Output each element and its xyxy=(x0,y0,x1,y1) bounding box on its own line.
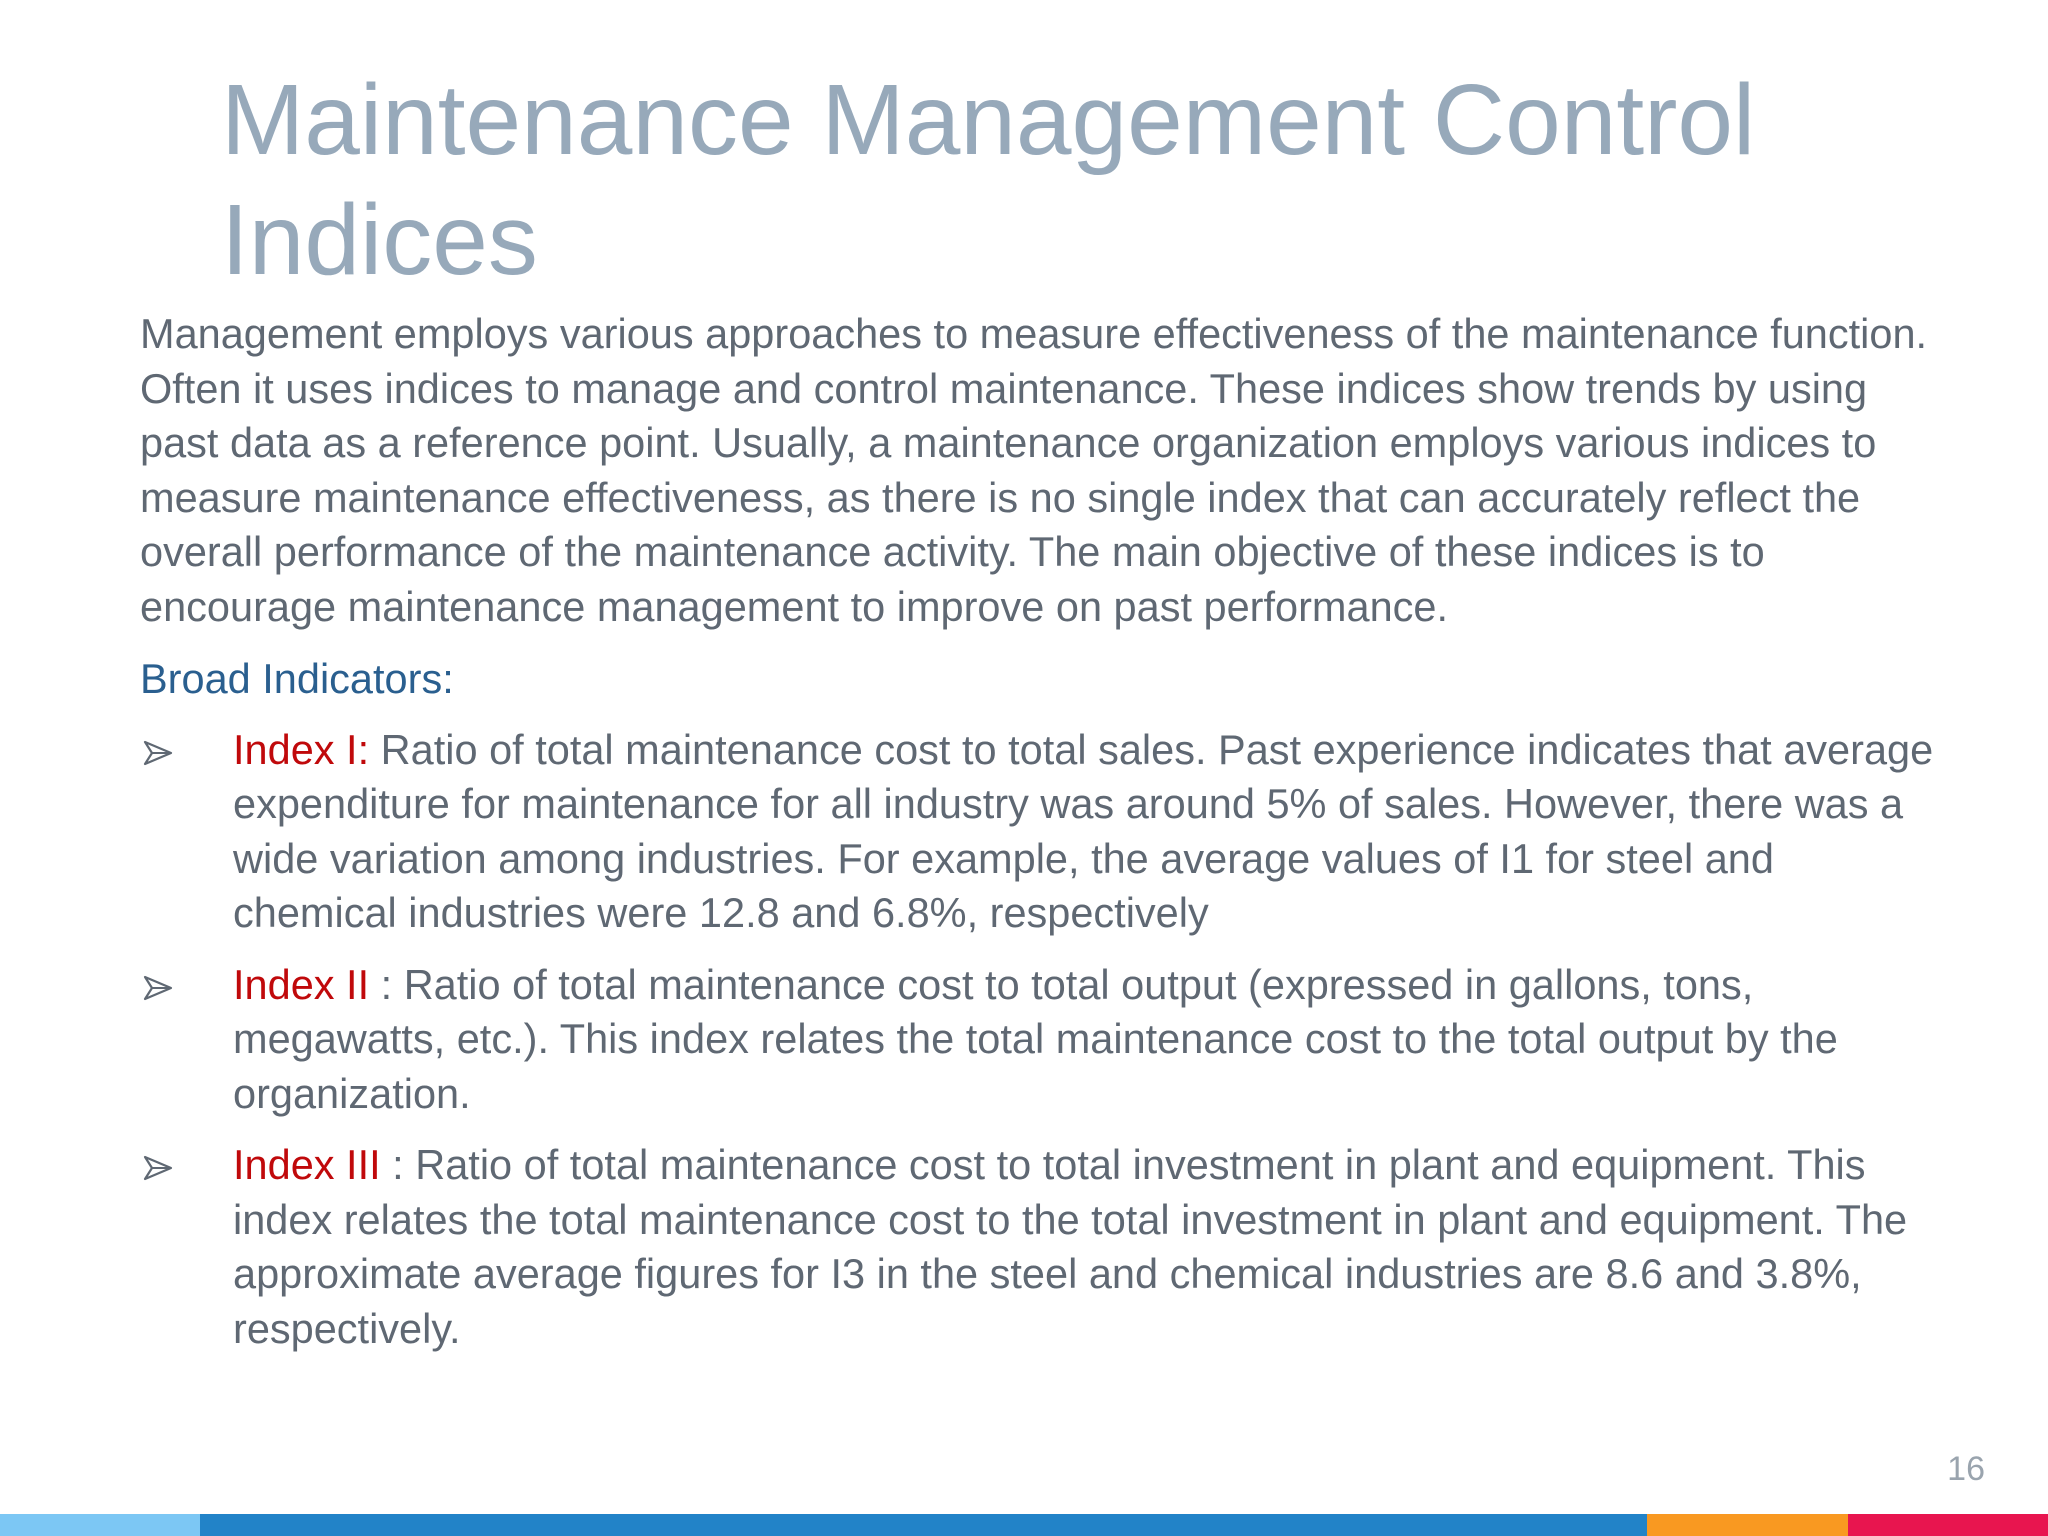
index-label: Index III xyxy=(233,1141,381,1188)
footer-segment-orange xyxy=(1647,1514,1848,1536)
indices-list xyxy=(140,723,1940,1357)
broad-indicators-heading: Broad Indicators: xyxy=(140,655,454,702)
footer-segment-light-blue xyxy=(0,1514,200,1536)
slide-title: Maintenance Management Control Indices xyxy=(221,64,1756,296)
list-item-index-3 xyxy=(140,1138,1940,1356)
slide-body xyxy=(140,307,1940,1373)
page-number: 16 xyxy=(1947,1450,1985,1488)
index-label: Index II xyxy=(233,960,370,1008)
list-item-index-2 xyxy=(140,958,1940,1122)
footer-color-bar xyxy=(0,1514,2048,1536)
arrowhead-bullet-icon xyxy=(143,740,173,766)
index-description: : Ratio of total maintenance cost to total output (expressed in gallons, tons, megawatts, etc.). This index relates the total maintenance cost to the total output by the organization. xyxy=(233,960,1838,1117)
footer-segment-red xyxy=(1848,1514,2048,1536)
list-item-index-1 xyxy=(140,723,1940,941)
index-label: Index I: xyxy=(233,725,370,773)
index-description: Ratio of total maintenance cost to total sales. Past experience indicates that average expenditure for maintenance for all industry was around 5% of sales. However, there was a wide variation among industries. For example, the average values of I1 for steel and chemical industries were 12.8 and 6.8%, respectively xyxy=(233,725,1934,936)
footer-segment-blue xyxy=(200,1514,1647,1536)
arrowhead-bullet-icon xyxy=(143,975,173,1001)
index-description: : Ratio of total maintenance cost to total investment in plant and equipment. This index relates the total maintenance cost to the total investment in plant and equipment. The approximate average figures for I3 in the steel and chemical industries are 8.6 and 3.8%, respectively. xyxy=(233,1141,1908,1352)
arrowhead-bullet-icon xyxy=(143,1155,173,1181)
intro-paragraph: Management employs various approaches to measure effectiveness of the maintenance function. Often it uses indices to manage and control maintenance. These indices show trends by using past data as a reference point. Usually, a maintenance organization employs various indices to measure maintenance effectiveness, as there is no single index that can accurately reflect the overall performance of the maintenance activity. The main objective of these indices is to encourage maintenance management to improve on past performance. xyxy=(140,310,1928,630)
